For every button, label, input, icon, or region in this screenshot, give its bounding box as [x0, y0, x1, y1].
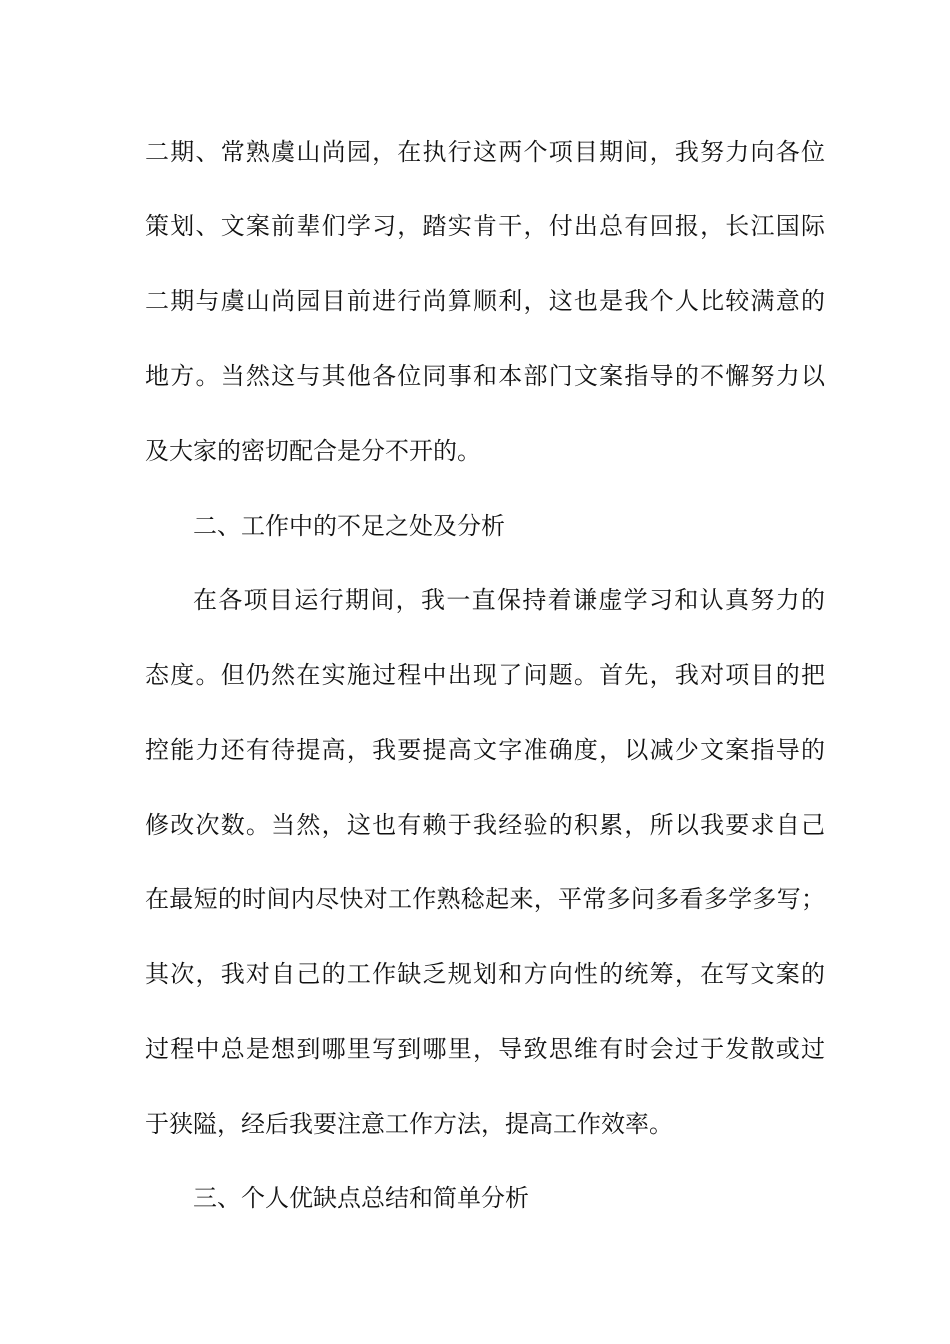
section-heading: 三、个人优缺点总结和简单分析 [193, 1184, 529, 1212]
section-heading: 二、工作中的不足之处及分析 [193, 512, 505, 540]
paragraph-line: 二期与虞山尚园目前进行尚算顺利，这也是我个人比较满意的 [145, 287, 825, 315]
paragraph-line: 在各项目运行期间，我一直保持着谦虚学习和认真努力的 [193, 586, 825, 614]
paragraph-line: 控能力还有待提高，我要提高文字准确度，以减少文案指导的 [145, 736, 825, 764]
paragraph-line: 在最短的时间内尽快对工作熟稔起来，平常多问多看多学多写； [145, 885, 825, 913]
paragraph-line: 修改次数。当然，这也有赖于我经验的积累，所以我要求自己 [145, 811, 825, 839]
paragraph-line: 策划、文案前辈们学习，踏实肯干，付出总有回报，长江国际 [145, 212, 825, 240]
paragraph-line: 二期、常熟虞山尚园，在执行这两个项目期间，我努力向各位 [145, 138, 825, 166]
paragraph-line: 地方。当然这与其他各位同事和本部门文案指导的不懈努力以 [145, 362, 825, 390]
paragraph-line: 其次，我对自己的工作缺乏规划和方向性的统筹，在写文案的 [145, 960, 825, 988]
paragraph-line: 态度。但仍然在实施过程中出现了问题。首先，我对项目的把 [145, 661, 825, 689]
paragraph-line: 过程中总是想到哪里写到哪里，导致思维有时会过于发散或过 [145, 1035, 825, 1063]
paragraph-line: 于狭隘，经后我要注意工作方法，提高工作效率。 [145, 1110, 673, 1138]
paragraph-line: 及大家的密切配合是分不开的。 [145, 437, 481, 465]
